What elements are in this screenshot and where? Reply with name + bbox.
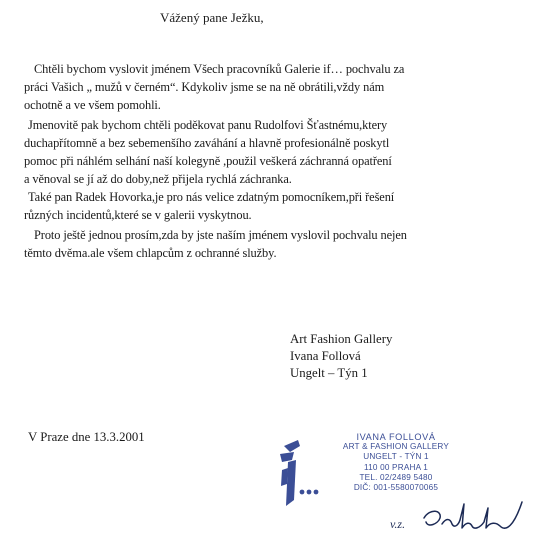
body-line: Proto ještě jednou prosím,zda by jste naším jménem vyslovil pochvalu nejen — [34, 228, 407, 242]
stamp-text — [340, 432, 452, 493]
stamp-dic: DIČ: 001-5580070065 — [353, 483, 439, 493]
body-line: těmto dvěma.ale všem chlapcům z ochranné služby. — [24, 246, 277, 260]
sender-block — [290, 331, 392, 382]
stamp-tel: TEL. 02/2489 5480 — [359, 472, 433, 482]
body-line: Také pan Radek Hovorka,je pro nás velice zdatným pomocníkem,při řešení — [28, 190, 395, 204]
body-line: Chtěli bychom vyslovit jménem Všech pracovníků Galerie if… pochvalu za — [34, 62, 405, 76]
sender-name: Ivana Follová — [290, 349, 361, 363]
body-line: různých incidentů,které se v galerii vyskytnou. — [24, 208, 252, 222]
body-line: Jmenovitě pak bychom chtěli poděkovat panu Rudolfovi Šťastnému,ktery — [28, 118, 388, 132]
body-line: ochotně a ve všem pomohli. — [24, 98, 161, 112]
signature-prefix: v.z. — [390, 517, 406, 531]
body-line: práci Vašich „ mužů v černém“. Kdykoliv jsme se na ně obrátili,vždy nám — [24, 80, 385, 94]
stamp-city: 110 00 PRAHA 1 — [363, 462, 429, 472]
stamp-name: IVANA FOLLOVÁ — [356, 432, 436, 442]
body-line: a věnoval se jí až do doby,než přijela rychlá záchranka. — [24, 172, 292, 186]
gallery-logo-icon — [278, 440, 322, 510]
handwritten-signature — [384, 488, 534, 544]
sender-org: Art Fashion Gallery — [290, 332, 393, 346]
sender-address: Ungelt – Týn 1 — [290, 366, 368, 380]
salutation: Vážený pane Ježku, — [160, 10, 264, 25]
stamp-street: UNGELT - TÝN 1 — [363, 452, 429, 462]
body-line: pomoc při náhlém selhání naší kolegyně ,použil veškerá záchranná opatření — [24, 154, 392, 168]
letter-date: V Praze dne 13.3.2001 — [28, 430, 145, 444]
stamp-org: ART & FASHION GALLERY — [342, 442, 450, 452]
body-line: duchapřítomně a bez sebemenšího zaváhání a hlavně profesionálně poskytl — [24, 136, 390, 150]
